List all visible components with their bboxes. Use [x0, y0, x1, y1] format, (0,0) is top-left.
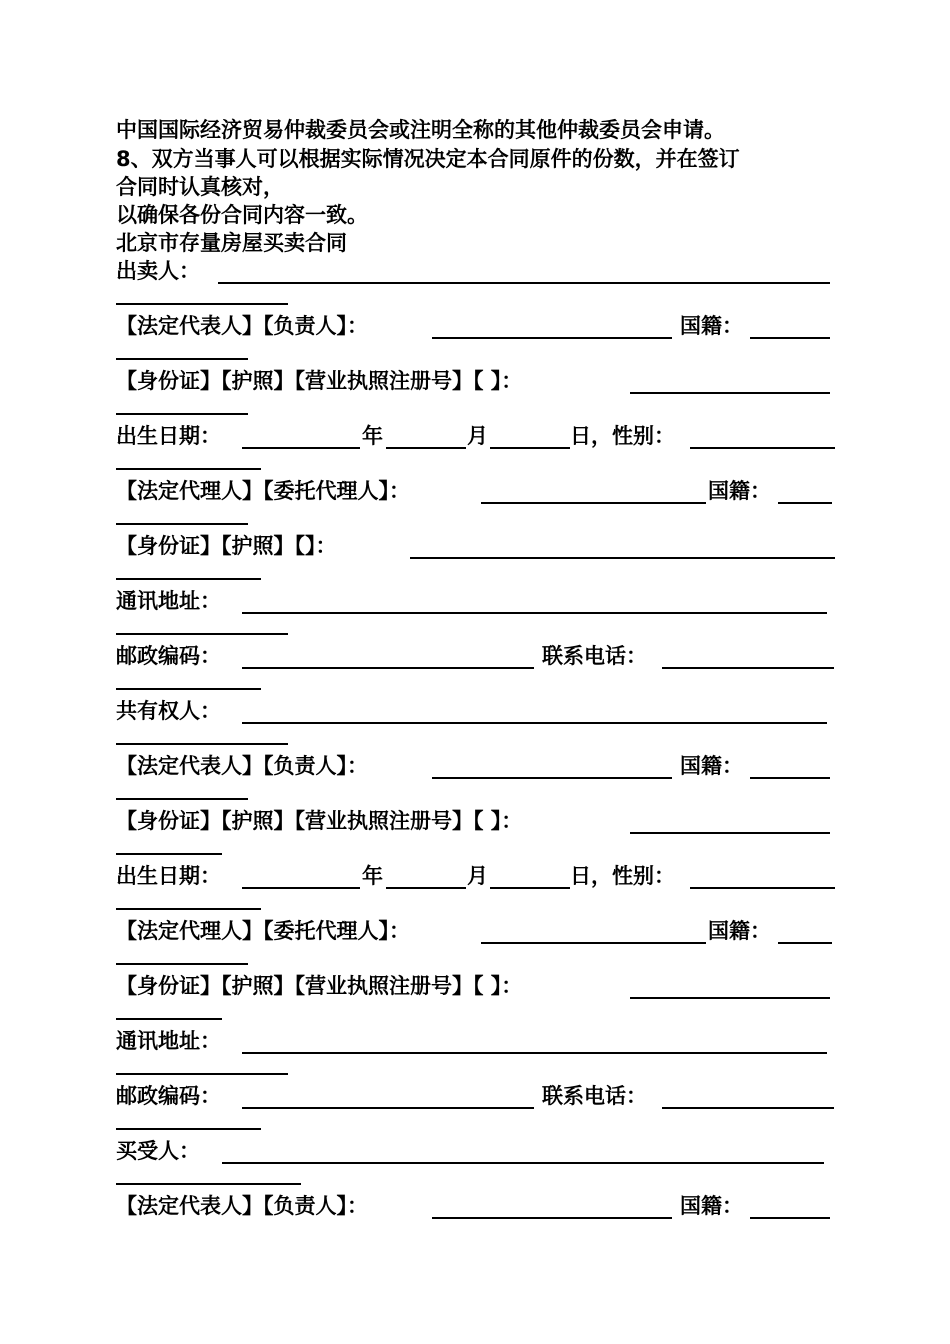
seller-nationality-field-cont[interactable] [116, 358, 248, 360]
buyer-nationality-label: 国籍： [680, 1194, 743, 1218]
coowner-id-field[interactable] [630, 832, 830, 834]
coowner-nationality-label: 国籍： [680, 754, 743, 778]
coowner-postcode-field[interactable] [242, 1107, 534, 1109]
coowner-nationality-field[interactable] [750, 777, 830, 779]
seller-gender-field[interactable] [690, 447, 835, 449]
coowner-year-label: 年 [362, 864, 383, 888]
coowner-agent-label: 【法定代理人】【委托代理人】： [116, 919, 410, 943]
coowner-postcode-label: 邮政编码： [116, 1084, 221, 1108]
coowner-phone-label: 联系电话： [542, 1084, 647, 1108]
buyer-name-field[interactable] [222, 1162, 824, 1164]
seller-id-field[interactable] [630, 392, 830, 394]
coowner-label: 共有权人： [116, 699, 221, 723]
seller-agent-label: 【法定代理人】【委托代理人】： [116, 479, 410, 503]
coowner-birth-label: 出生日期： [116, 864, 221, 888]
seller-postcode-label: 邮政编码： [116, 644, 221, 668]
seller-phone-label: 联系电话： [542, 644, 647, 668]
coowner-month-label: 月 [467, 864, 488, 888]
coowner-agent-nationality-label: 国籍： [708, 919, 771, 943]
seller-agent-id-field[interactable] [410, 557, 835, 559]
seller-birth-label: 出生日期： [116, 424, 221, 448]
coowner-id-field-cont[interactable] [116, 853, 222, 855]
seller-year-label: 年 [362, 424, 383, 448]
seller-birth-month-field[interactable] [386, 447, 466, 449]
seller-birth-year-field[interactable] [242, 447, 360, 449]
coowner-agent-field[interactable] [481, 942, 706, 944]
intro-line-1: 中国国际经济贸易仲裁委员会或注明全称的其他仲裁委员会申请。 [116, 118, 725, 142]
coowner-phone-field[interactable] [662, 1107, 834, 1109]
seller-agent-nationality-field[interactable] [778, 502, 832, 504]
coowner-name-field-cont[interactable] [116, 743, 288, 745]
coowner-address-field-cont[interactable] [116, 1073, 288, 1075]
coowner-agent-nationality-field[interactable] [778, 942, 832, 944]
coowner-gender-field-cont[interactable] [116, 908, 261, 910]
coowner-nationality-field-cont[interactable] [116, 798, 248, 800]
seller-name-field-cont[interactable] [116, 303, 288, 305]
coowner-agent-id-field-cont[interactable] [116, 1018, 222, 1020]
coowner-agent-nationality-field-cont[interactable] [116, 963, 248, 965]
coowner-gender-field[interactable] [690, 887, 835, 889]
contract-title: 北京市存量房屋买卖合同 [116, 231, 347, 255]
seller-address-field[interactable] [242, 612, 827, 614]
seller-phone-field[interactable] [662, 667, 834, 669]
seller-name-field[interactable] [218, 282, 830, 284]
seller-nationality-label: 国籍： [680, 314, 743, 338]
seller-day-gender-label: 日，性别： [570, 424, 675, 448]
coowner-agent-id-label: 【身份证】【护照】【营业执照注册号】【 】： [116, 974, 523, 998]
coowner-birth-month-field[interactable] [386, 887, 466, 889]
buyer-nationality-field[interactable] [750, 1217, 830, 1219]
coowner-rep-label: 【法定代表人】【负责人】： [116, 754, 368, 778]
buyer-label: 买受人： [116, 1139, 200, 1163]
buyer-name-field-cont[interactable] [116, 1183, 301, 1185]
seller-rep-label: 【法定代表人】【负责人】： [116, 314, 368, 338]
coowner-name-field[interactable] [242, 722, 827, 724]
seller-gender-field-cont[interactable] [116, 468, 261, 470]
seller-agent-nationality-label: 国籍： [708, 479, 771, 503]
coowner-day-gender-label: 日，性别： [570, 864, 675, 888]
seller-label: 出卖人： [116, 259, 200, 283]
coowner-birth-year-field[interactable] [242, 887, 360, 889]
seller-agent-id-field-cont[interactable] [116, 578, 261, 580]
coowner-phone-field-cont[interactable] [116, 1128, 261, 1130]
intro-line-4: 以确保各份合同内容一致。 [116, 203, 368, 227]
seller-nationality-field[interactable] [750, 337, 830, 339]
seller-address-field-cont[interactable] [116, 633, 288, 635]
seller-postcode-field[interactable] [242, 667, 534, 669]
coowner-rep-field[interactable] [432, 777, 672, 779]
intro-line-3: 合同时认真核对， [116, 175, 284, 199]
coowner-id-label: 【身份证】【护照】【营业执照注册号】【 】： [116, 809, 523, 833]
coowner-birth-day-field[interactable] [490, 887, 570, 889]
seller-agent-nationality-field-cont[interactable] [116, 523, 248, 525]
coowner-agent-id-field[interactable] [630, 997, 830, 999]
seller-month-label: 月 [467, 424, 488, 448]
seller-birth-day-field[interactable] [490, 447, 570, 449]
buyer-rep-label: 【法定代表人】【负责人】： [116, 1194, 368, 1218]
seller-address-label: 通讯地址： [116, 589, 221, 613]
seller-phone-field-cont[interactable] [116, 688, 261, 690]
seller-agent-field[interactable] [481, 502, 706, 504]
seller-id-label: 【身份证】【护照】【营业执照注册号】【 】： [116, 369, 523, 393]
seller-agent-id-label: 【身份证】【护照】【】： [116, 534, 337, 558]
seller-rep-field[interactable] [432, 337, 672, 339]
seller-id-field-cont[interactable] [116, 413, 248, 415]
coowner-address-label: 通讯地址： [116, 1029, 221, 1053]
buyer-rep-field[interactable] [432, 1217, 672, 1219]
coowner-address-field[interactable] [242, 1052, 827, 1054]
intro-line-2: 8、双方当事人可以根据实际情况决定本合同原件的份数，并在签订 [116, 147, 740, 171]
